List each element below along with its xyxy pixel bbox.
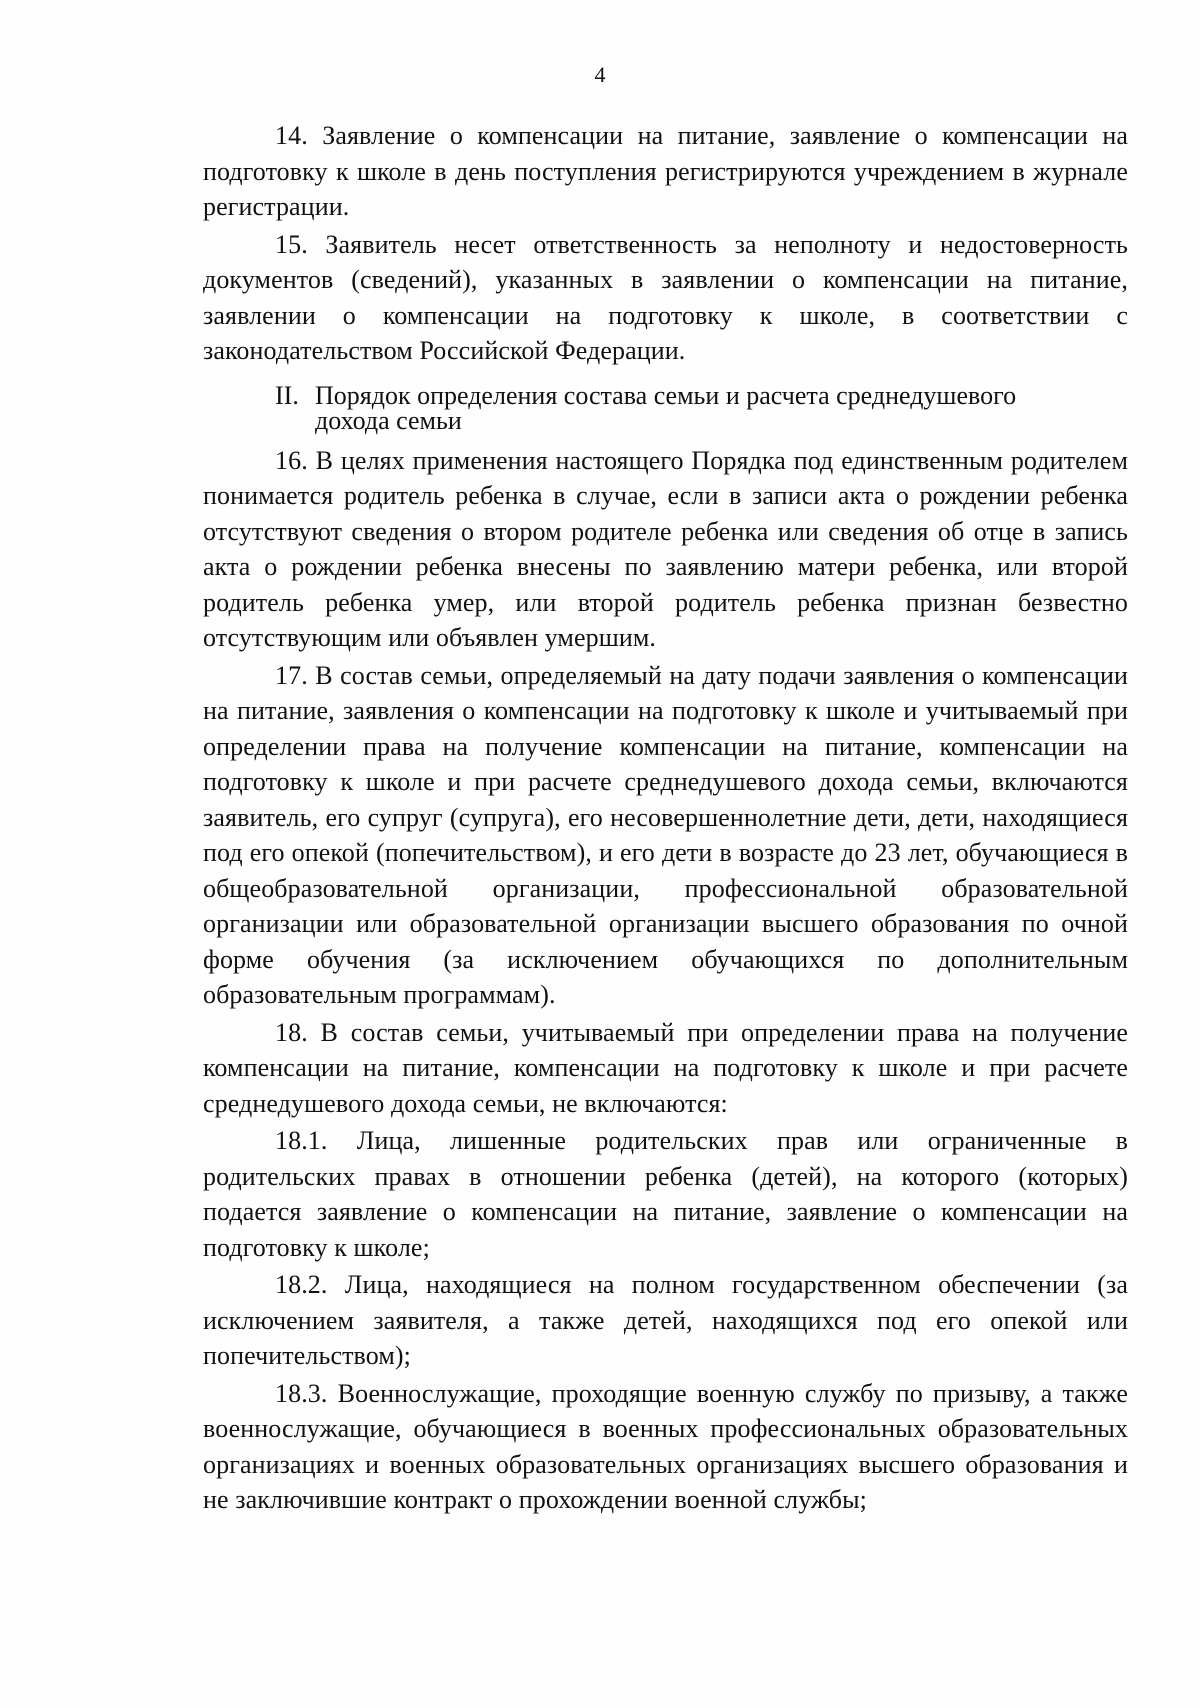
paragraph-14: 14. Заявление о компенсации на питание, заявление о компенсации на подготовку к школе в день поступления регистрируются учреждением в журнале регистрации. (203, 121, 1128, 221)
paragraph-15: 15. Заявитель несет ответственность за неполноту и недостоверность документов (сведений), указанных в заявлении о компенсации на питание, заявлении о компенсации на подготовку к школе, в соответствии с законодательством Российской Федерации. (203, 229, 1128, 365)
paragraph-18-2: 18.2. Лица, находящиеся на полном государственном обеспечении (за исключением заявителя, а также детей, находящихся под его опекой или попечительством); (203, 1270, 1128, 1370)
section-number: II. (275, 380, 299, 410)
section-heading (203, 380, 1128, 435)
section-title: Порядок определения состава семьи и расчета среднедушевого дохода семьи (315, 380, 1017, 435)
paragraph-18-1: 18.1. Лица, лишенные родительских прав или ограниченные в родительских правах в отношении ребенка (детей), на которого (которых) подается заявление о компенсации на питание, заявление о компенсации на подготовку к школе; (203, 1126, 1128, 1262)
paragraph-17: 17. В состав семьи, определяемый на дату подачи заявления о компенсации на питание, заявления о компенсации на подготовку к школе и учитываемый при определении права на получение компенсации на питание, компенсации на подготовку к школе и при расчете среднедушевого дохода семьи, включаются заявитель, его супруг (супруга), его несовершеннолетние дети, дети, находящиеся под его опекой (попечительством), и его дети в возрасте до 23 лет, обучающиеся в общеобразовательной организации, профессиональной образовательной организации или образовательной организации высшего образования по очной форме обучения (за исключением обучающихся по дополнительным образовательным программам). (203, 660, 1128, 1009)
paragraph-16: 16. В целях применения настоящего Порядка под единственным родителем понимается родитель ребенка в случае, если в записи акта о рождении ребенка отсутствуют сведения о втором родителе ребенка или сведения об отце в запись акта о рождении ребенка внесены по заявлению матери ребенка, или второй родитель ребенка умер, или второй родитель ребенка признан безвестно отсутствующим или объявлен умершим. (203, 445, 1128, 652)
document-body (203, 118, 1128, 1520)
page-number: 4 (594, 62, 606, 87)
paragraph-18: 18. В состав семьи, учитываемый при определении права на получение компенсации на питание, компенсации на подготовку к школе и при расчете среднедушевого дохода семьи, не включаются: (203, 1017, 1128, 1118)
paragraph-18-3: 18.3. Военнослужащие, проходящие военную службу по призыву, а также военнослужащие, обучающиеся в военных профессиональных образовательных организациях и военных образовательных организациях высшего образования и не заключившие контракт о прохождении военной службы; (203, 1378, 1128, 1514)
